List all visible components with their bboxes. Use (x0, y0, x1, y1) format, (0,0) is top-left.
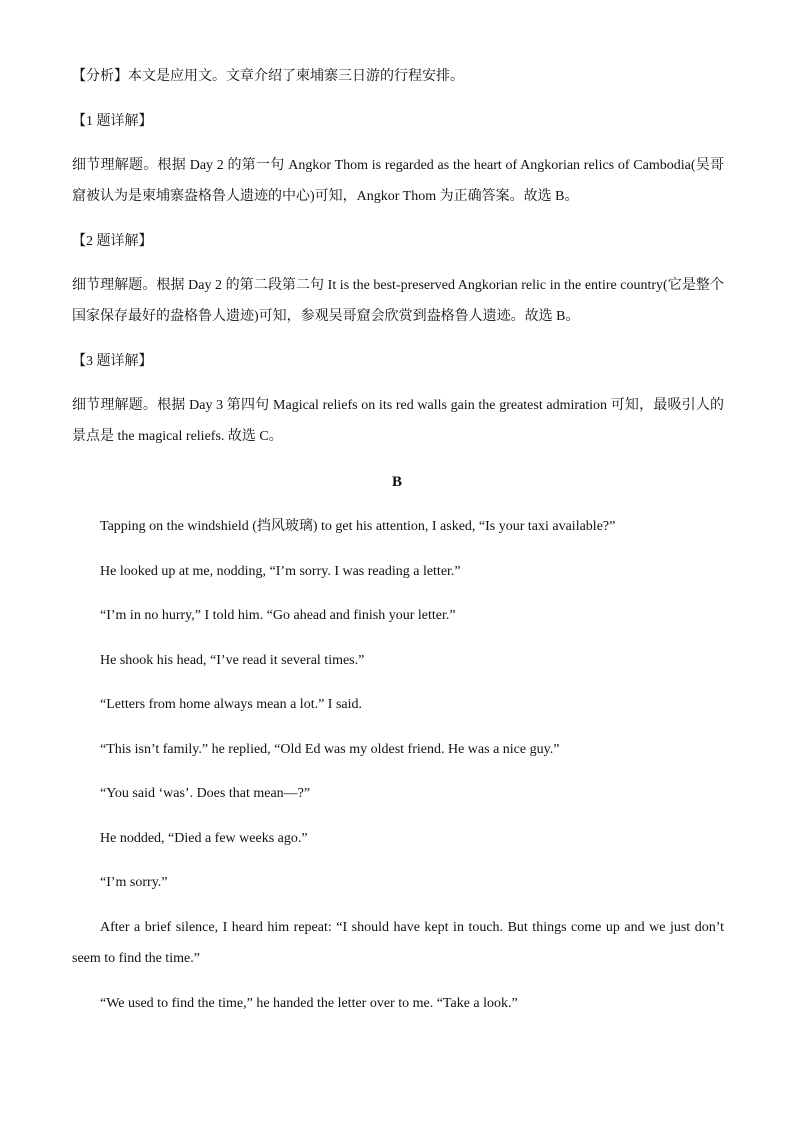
passage-paragraph-6: “This isn’t family.” he replied, “Old Ed was my oldest friend. He was a nice guy.” (100, 742, 560, 757)
passage-paragraph-7: “You said ‘was’. Does that mean—?” (100, 786, 311, 801)
q2-explanation-line-2: 国家保存最好的盎格鲁人遗迹)可知，参观吴哥窟会欣赏到盎格鲁人遗迹。故选 B。 (72, 309, 580, 324)
q2-heading: 【2 题详解】 (72, 234, 153, 249)
passage-paragraph-10-line-1: After a brief silence, I heard him repeat: “I should have kept in touch. But things come up and we just don’t (100, 920, 724, 935)
passage-paragraph-1: Tapping on the windshield (挡风玻璃) to get his attention, I asked, “Is your taxi available?” (100, 519, 616, 534)
q1-explanation-line-1: 细节理解题。根据 Day 2 的第一句 Angkor Thom is regarded as the heart of Angkorian relics of Cambodia(吴哥 (72, 158, 724, 173)
q3-explanation-line-1: 细节理解题。根据 Day 3 第四句 Magical reliefs on its red walls gain the greatest admiration 可知，最吸引人的 (72, 398, 724, 413)
passage-paragraph-3: “I’m in no hurry,” I told him. “Go ahead and finish your letter.” (100, 608, 456, 623)
passage-title: B (391, 474, 402, 490)
passage-paragraph-5: “Letters from home always mean a lot.” I said. (100, 697, 363, 712)
q1-explanation-line-2: 窟被认为是柬埔寨盎格鲁人遗迹的中心)可知，Angkor Thom 为正确答案。故选 B。 (72, 189, 579, 204)
passage-paragraph-2: He looked up at me, nodding, “I’m sorry. I was reading a letter.” (100, 564, 461, 579)
passage-paragraph-4: He shook his head, “I’ve read it several times.” (100, 653, 365, 668)
q2-explanation-line-1: 细节理解题。根据 Day 2 的第二段第二句 It is the best-preserved Angkorian relic in the entire country(它是整个 (72, 278, 724, 293)
passage-paragraph-8: He nodded, “Died a few weeks ago.” (100, 831, 308, 846)
passage-paragraph-10-line-2: seem to find the time.” (72, 951, 200, 966)
q3-explanation-line-2: 景点是 the magical reliefs. 故选 C。 (72, 429, 283, 444)
q1-heading: 【1 题详解】 (72, 114, 153, 129)
analysis-line: 【分析】本文是应用文。文章介绍了柬埔寨三日游的行程安排。 (72, 69, 464, 84)
passage-paragraph-9: “I’m sorry.” (100, 875, 168, 890)
passage-paragraph-11: “We used to find the time,” he handed the letter over to me. “Take a look.” (100, 996, 518, 1011)
q3-heading: 【3 题详解】 (72, 354, 153, 369)
